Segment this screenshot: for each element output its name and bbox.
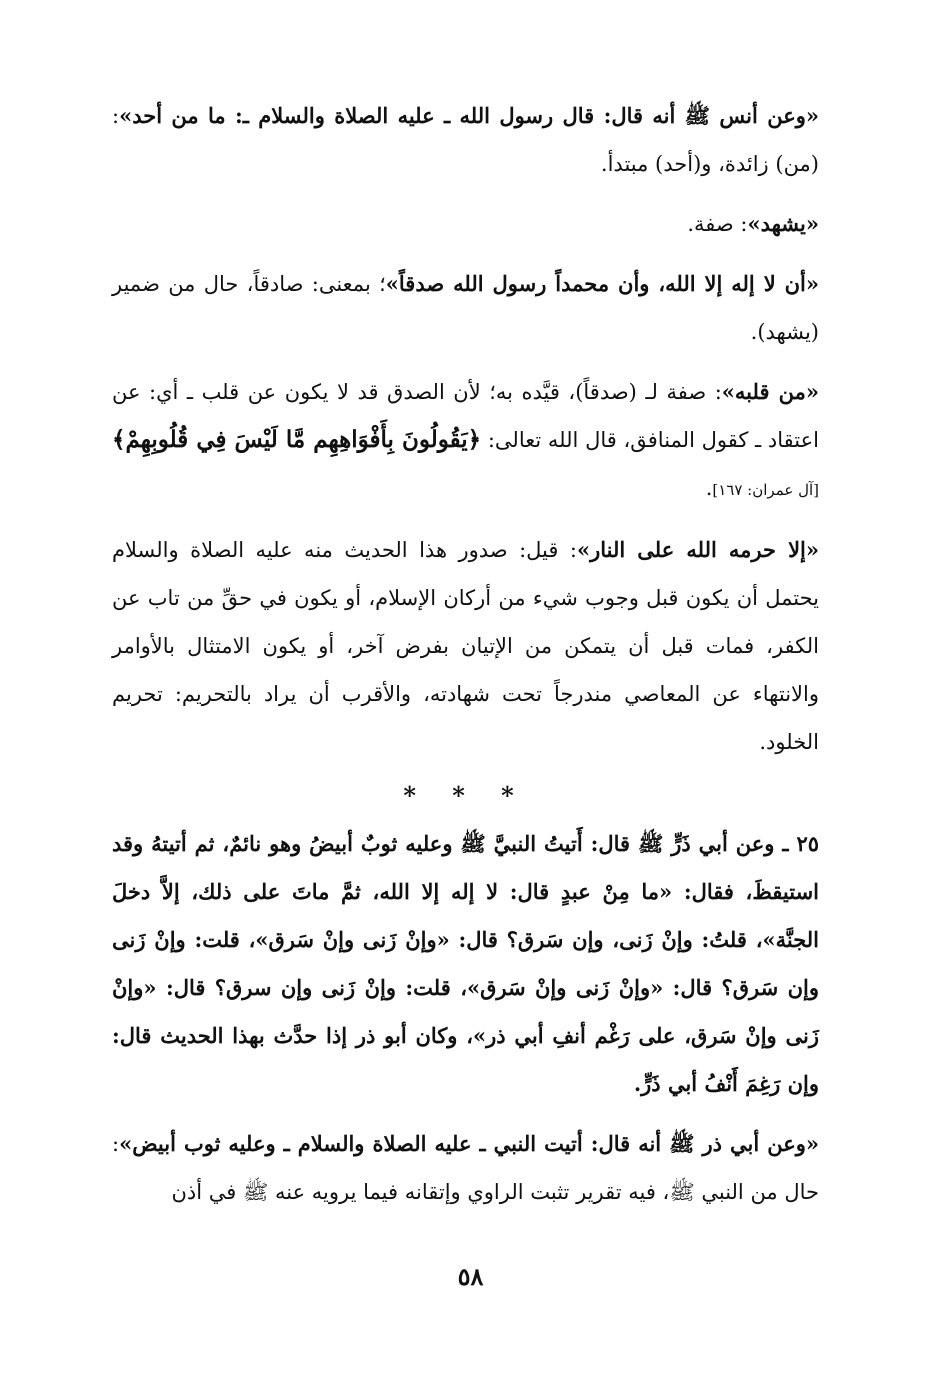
quran-verse: ﴿يَقُولُونَ بِأَفْوَاهِهِم مَّا لَيْسَ فِي قُلُوبِهِمْ﴾ — [112, 426, 482, 453]
hadith-section-25 — [112, 820, 819, 1216]
paragraph — [112, 368, 819, 514]
text-segment: : (من) زائدة، و(أحد) مبتدأ. — [112, 104, 819, 176]
text-segment: : صفة. — [687, 212, 748, 236]
text-segment: : حال من النبي ﷺ، فيه تقرير تثبت الراوي وإتقانه فيما يرويه عنه ﷺ في أذن — [112, 1132, 819, 1204]
page-number: ٥٨ — [457, 1262, 484, 1291]
paragraph — [112, 260, 819, 356]
text-segment: : قيل: صدور هذا الحديث منه عليه الصلاة والسلام يحتمل أن يكون قبل وجوب شيء من أركان الإسلام، أو يكون في حقِّ من تاب عن الكفر، فمات قبل أن يتمكن من الإتيان بفرض آخر، أو يكون الامتثال بالأوامر والانتهاء عن المعاصي مندرجاً تحت شهادته، والأقرب أن يراد بالتحريم: تحريم الخلود. — [112, 538, 819, 754]
text-segment: «أن لا إله إلا الله، وأن محمداً رسول الله صدقاً» — [385, 271, 819, 296]
text-segment: ٢٥ ـ وعن أبي ذَرٍّ ﷺ قال: أَتيتُ النبيَّ ﷺ وعليه ثوبٌ أبيضُ وهو نائمٌ، ثم أتيتهُ وقد استيقظَ، فقال: «ما مِنْ عبدٍ قال: لا إله إلا الله، ثمَّ ماتَ على ذلك، إلاَّ دخلَ الجنَّة»، قلتُ: وإنْ زَنى، وإن سَرق؟ قال: «وإنْ زَنى وإنْ سَرق»، قلت: وإنْ زَنى وإن سَرق؟ قال: «وإنْ زَنى وإنْ سَرق»، قلت: وإنْ زَنى وإن سرق؟ قال: «وإنْ زَنى وإنْ سَرق، على رَغْم أنفِ أبي ذر»، وكان أبو ذر إذا حدَّث بهذا الحديث قال: وإن رَغِمَ أَنْفُ أبي ذَرٍّ. — [112, 831, 819, 1096]
page-body — [112, 92, 819, 1216]
paragraph — [112, 200, 819, 248]
paragraph — [112, 1120, 819, 1216]
paragraph — [112, 820, 819, 1108]
text-segment: «وعن أبي ذر ﷺ أنه قال: أتيت النبي ـ عليه الصلاة والسلام ـ وعليه ثوب أبيض» — [119, 1131, 819, 1156]
paragraph — [112, 92, 819, 188]
text-segment: «وعن أنس ﷺ أنه قال: قال رسول الله ـ عليه الصلاة والسلام ـ: ما من أحد» — [119, 103, 819, 128]
commentary-section-1 — [112, 92, 819, 766]
text-segment: «يشهد» — [747, 211, 819, 236]
text-segment: . — [705, 476, 713, 500]
verse-reference: [آل عمران: ١٦٧] — [712, 481, 819, 499]
text-segment: «إلا حرمه الله على النار» — [576, 537, 820, 562]
section-separator: * * * — [403, 781, 528, 810]
text-segment: «من قلبه» — [721, 379, 820, 404]
text-segment: ؛ بمعنى: صادقاً، حال من ضمير (يشهد). — [112, 272, 819, 344]
paragraph — [112, 526, 819, 766]
text-segment: : صفة لـ (صدقاً)، قيَّده به؛ لأن الصدق قد لا يكون عن قلب ـ أي: عن اعتقاد ـ كقول المنافق، قال الله تعالى: — [112, 380, 819, 452]
